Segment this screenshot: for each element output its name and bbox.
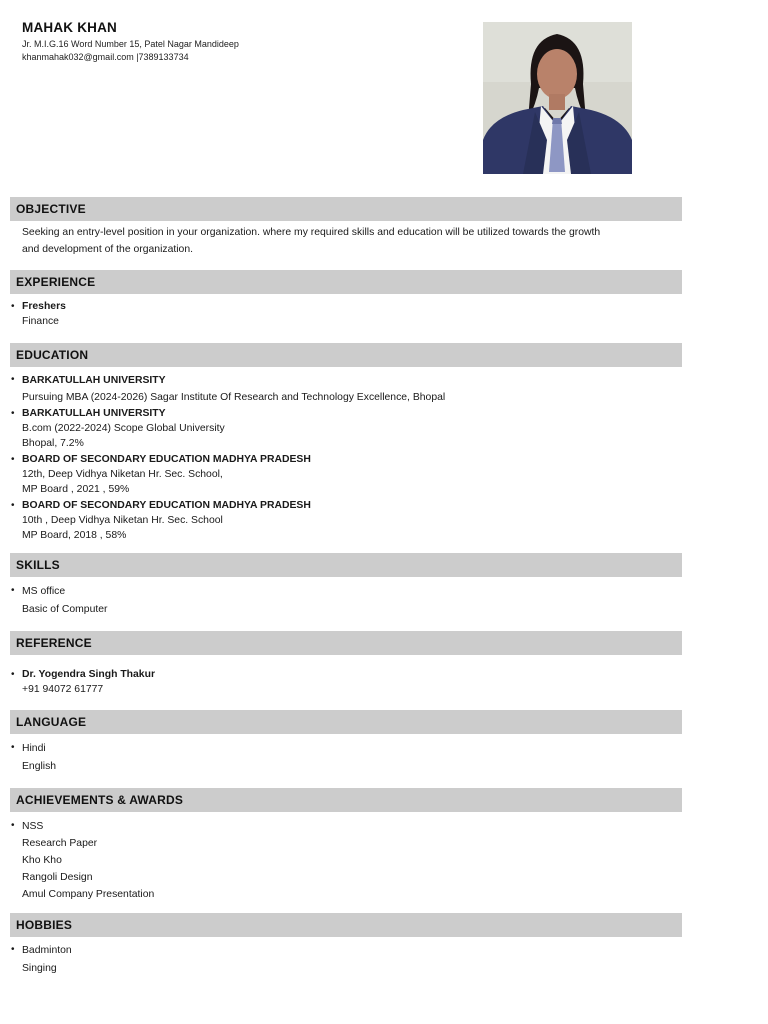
- bullet-icon: •: [11, 454, 15, 465]
- education-detail: B.com (2022-2024) Scope Global University: [22, 423, 225, 434]
- bullet-icon: •: [11, 301, 15, 312]
- achievement-item: NSS: [22, 821, 44, 832]
- hobby-item: Badminton: [22, 945, 72, 956]
- education-heading: EDUCATION: [10, 343, 682, 367]
- reference-entry: [10, 667, 682, 697]
- education-entry: [10, 406, 682, 451]
- objective-line: and development of the organization.: [22, 243, 193, 255]
- hobbies-list: [10, 942, 682, 978]
- reference-section: [10, 631, 682, 697]
- education-institution: BARKATULLAH UNIVERSITY: [22, 408, 166, 419]
- education-detail: 10th , Deep Vidhya Niketan Hr. Sec. School: [22, 515, 223, 526]
- bullet-icon: •: [11, 585, 15, 596]
- email-phone-line: khanmahak032@gmail.com |7389133734: [22, 52, 189, 62]
- experience-heading: EXPERIENCE: [10, 270, 682, 294]
- objective-section: [10, 197, 682, 258]
- education-institution: BOARD OF SECONDARY EDUCATION MADHYA PRADESH: [22, 454, 311, 465]
- bullet-icon: •: [11, 669, 15, 680]
- language-item: English: [22, 761, 57, 772]
- skills-section: [10, 553, 682, 619]
- education-entry: [10, 372, 682, 406]
- education-detail: Pursuing MBA (2024-2026) Sagar Institute Of Research and Technology Excellence, Bhopal: [22, 392, 446, 403]
- bullet-icon: •: [11, 374, 15, 385]
- achievement-item: Kho Kho: [22, 855, 62, 866]
- education-detail: 12th, Deep Vidhya Niketan Hr. Sec. School,: [22, 469, 223, 480]
- objective-heading: OBJECTIVE: [10, 197, 682, 221]
- bullet-icon: •: [11, 820, 15, 831]
- reference-phone: +91 94072 61777: [22, 684, 104, 695]
- language-list: [10, 740, 682, 776]
- experience-title: Freshers: [22, 301, 66, 312]
- education-detail: MP Board , 2021 , 59%: [22, 484, 130, 495]
- achievement-item: Rangoli Design: [22, 872, 93, 883]
- language-heading: LANGUAGE: [10, 710, 682, 734]
- achievements-section: [10, 788, 682, 903]
- experience-section: [10, 270, 682, 329]
- skills-heading: SKILLS: [10, 553, 682, 577]
- bullet-icon: •: [11, 408, 15, 419]
- education-detail: MP Board, 2018 , 58%: [22, 530, 127, 541]
- education-entry: [10, 452, 682, 497]
- language-item: Hindi: [22, 743, 46, 754]
- bullet-icon: •: [11, 944, 15, 955]
- candidate-name: MAHAK KHAN: [22, 20, 117, 35]
- hobbies-section: [10, 913, 682, 978]
- education-institution: BARKATULLAH UNIVERSITY: [22, 375, 166, 386]
- skill-item: Basic of Computer: [22, 604, 108, 615]
- achievements-heading: ACHIEVEMENTS & AWARDS: [10, 788, 682, 812]
- experience-entry: [10, 299, 682, 329]
- profile-photo: [483, 22, 632, 174]
- profile-photo-illustration: [483, 22, 632, 174]
- skill-item: MS office: [22, 586, 66, 597]
- hobby-item: Singing: [22, 963, 57, 974]
- education-entry: [10, 498, 682, 543]
- education-detail: Bhopal, 7.2%: [22, 438, 84, 449]
- bullet-icon: •: [11, 742, 15, 753]
- achievement-item: Research Paper: [22, 838, 98, 849]
- education-institution: BOARD OF SECONDARY EDUCATION MADHYA PRADESH: [22, 500, 311, 511]
- address-line: Jr. M.I.G.16 Word Number 15, Patel Nagar Mandideep: [22, 39, 239, 49]
- objective-line: Seeking an entry-level position in your organization. where my required skills and education will be utilized towards the growth: [22, 227, 601, 238]
- achievement-item: Amul Company Presentation: [22, 889, 155, 900]
- experience-detail: Finance: [22, 316, 59, 327]
- bullet-icon: •: [11, 500, 15, 511]
- reference-name: Dr. Yogendra Singh Thakur: [22, 669, 155, 680]
- education-section: [10, 343, 682, 543]
- language-section: [10, 710, 682, 776]
- skills-list: [10, 583, 682, 619]
- hobbies-heading: HOBBIES: [10, 913, 682, 937]
- resume-header: [22, 20, 462, 64]
- objective-text: [10, 225, 682, 258]
- achievements-list: [10, 818, 682, 903]
- reference-heading: REFERENCE: [10, 631, 682, 655]
